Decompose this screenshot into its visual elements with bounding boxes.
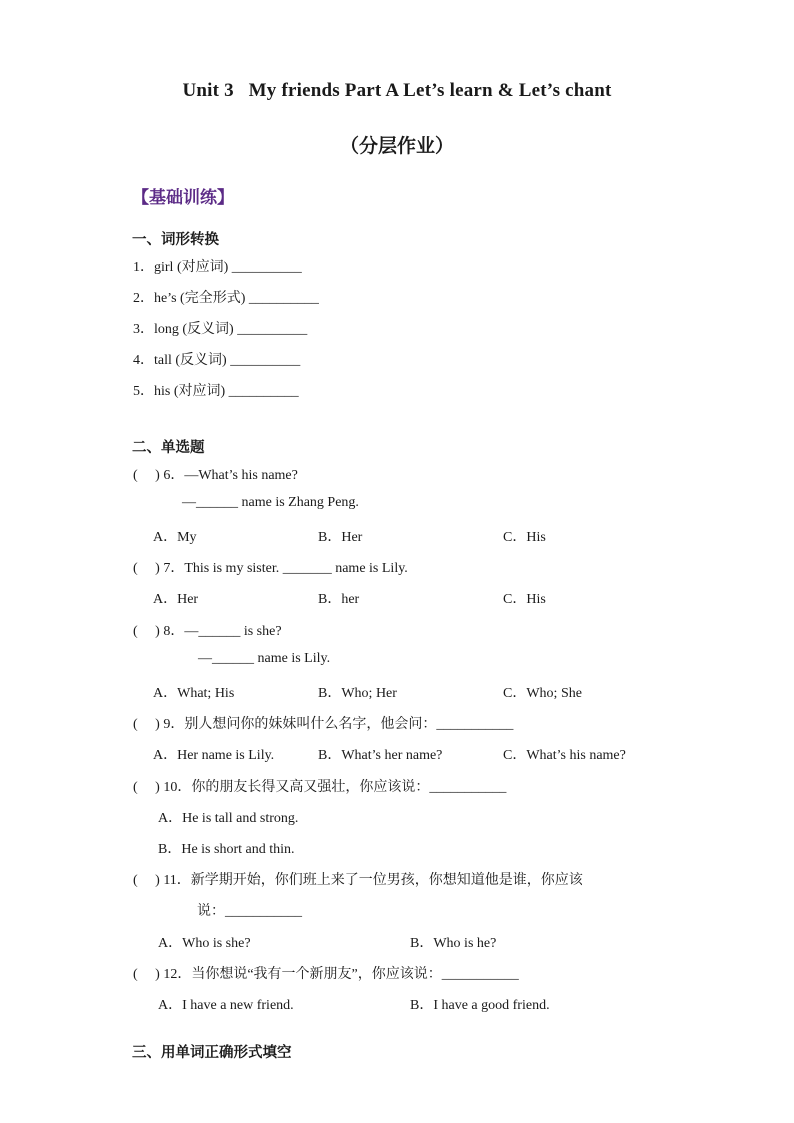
part1-item-1: 1．girl (对应词) __________ bbox=[133, 260, 302, 275]
part2-heading: 二、单选题 bbox=[132, 440, 205, 456]
q9-stem: ( ) 9．别人想问你的妹妹叫什么名字，他会问：___________ bbox=[133, 717, 514, 732]
q7-option-c: C．His bbox=[503, 592, 546, 607]
q8-continuation: —______ name is Lily. bbox=[198, 651, 331, 666]
part1-item-3: 3．long (反义词) __________ bbox=[133, 322, 308, 337]
q6-continuation: —______ name is Zhang Peng. bbox=[182, 495, 359, 510]
q11-option-a: A．Who is she? bbox=[158, 936, 251, 951]
q11-option-b: B．Who is he? bbox=[410, 936, 497, 951]
document-subtitle: （分层作业） bbox=[339, 136, 454, 157]
q9-option-a: A．Her name is Lily. bbox=[153, 748, 275, 763]
q11-stem: ( ) 11．新学期开始，你们班上来了一位男孩，你想知道他是谁，你应该 bbox=[133, 873, 583, 888]
q10-option-a: A．He is tall and strong. bbox=[158, 811, 299, 826]
q6-option-a: A．My bbox=[153, 530, 197, 545]
q12-option-b: B．I have a good friend. bbox=[410, 998, 550, 1013]
q10-option-b: B．He is short and thin. bbox=[158, 842, 295, 857]
part1-item-4: 4．tall (反义词) __________ bbox=[133, 353, 301, 368]
q9-option-c: C．What’s his name? bbox=[503, 748, 626, 763]
q7-option-b: B．her bbox=[318, 592, 360, 607]
q8-stem: ( ) 8．—______ is she? bbox=[133, 624, 282, 639]
q10-stem: ( ) 10．你的朋友长得又高又强壮，你应该说：___________ bbox=[133, 780, 507, 795]
document-title: Unit 3 My friends Part A Let’s learn & Let’s chant bbox=[182, 80, 612, 101]
q11-continuation: 说：___________ bbox=[197, 904, 302, 919]
q12-stem: ( ) 12．当你想说“我有一个新朋友”，你应该说：___________ bbox=[133, 967, 519, 982]
q8-option-a: A．What; His bbox=[153, 686, 235, 701]
part1-item-5: 5．his (对应词) __________ bbox=[133, 384, 299, 399]
part3-heading: 三、用单词正确形式填空 bbox=[132, 1045, 292, 1061]
q6-option-c: C．His bbox=[503, 530, 546, 545]
q9-option-b: B．What’s her name? bbox=[318, 748, 443, 763]
part1-heading: 一、词形转换 bbox=[132, 232, 219, 248]
q8-option-c: C．Who; She bbox=[503, 686, 582, 701]
section-tag-basic-training: 【基础训练】 bbox=[132, 188, 234, 207]
q12-option-a: A．I have a new friend. bbox=[158, 998, 294, 1013]
q8-option-b: B．Who; Her bbox=[318, 686, 397, 701]
q7-option-a: A．Her bbox=[153, 592, 199, 607]
part1-item-2: 2．he’s (完全形式) __________ bbox=[133, 291, 319, 306]
q6-stem: ( ) 6．—What’s his name? bbox=[133, 468, 298, 483]
q7-stem: ( ) 7．This is my sister. _______ name is Lily. bbox=[133, 561, 408, 576]
q6-option-b: B．Her bbox=[318, 530, 363, 545]
